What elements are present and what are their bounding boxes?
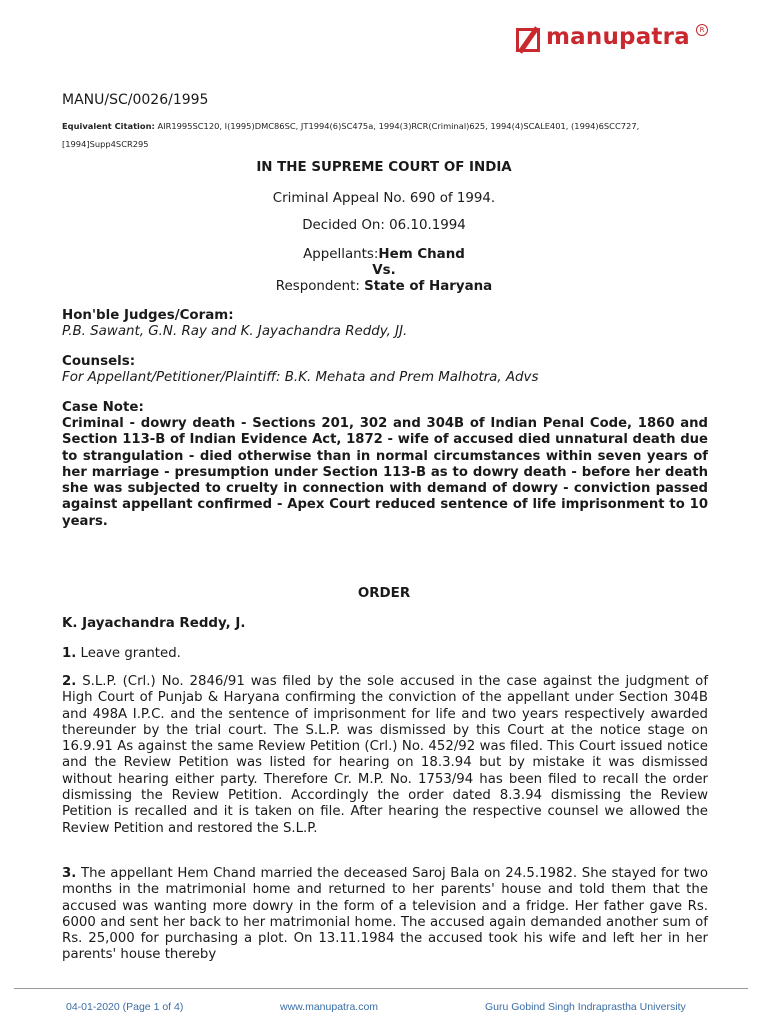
counsels-heading: Counsels: xyxy=(62,354,136,369)
paragraph-text: The appellant Hem Chand married the deceased Saroj Bala on 24.5.1982. She stayed for two months in the matrimonial home and returned to her parents' house and told them that the accused was wanting more dowry in the form of a television and a fridge. Her father gave Rs. 6000 and sent her back to her matrimonial home. The accused again demanded another sum of Rs. 25,000 for purchasing a plot. On 13.11.1984 the accused took his wife and left her in her parents' house thereby xyxy=(62,866,708,963)
paragraph-number: 1. xyxy=(62,646,77,661)
manupatra-logo xyxy=(516,24,712,56)
paragraph-1 xyxy=(62,646,708,662)
footer-page-info: 04-01-2020 (Page 1 of 4) xyxy=(66,1001,184,1013)
judge-name: K. Jayachandra Reddy, J. xyxy=(62,616,246,631)
court-name: IN THE SUPREME COURT OF INDIA xyxy=(256,160,512,175)
appellants-line xyxy=(62,247,706,262)
equivalent-citation-label: Equivalent Citation: xyxy=(62,121,155,131)
versus-label: Vs. xyxy=(372,263,396,278)
counsels-text: For Appellant/Petitioner/Plaintiff: B.K. Mehata and Prem Malhotra, Advs xyxy=(62,370,539,385)
equivalent-citation xyxy=(62,117,712,153)
case-note-text: Criminal - dowry death - Sections 201, 302 and 304B of Indian Penal Code, 1860 and Section 113-B of Indian Evidence Act, 1872 - wife of accused died unnatural death due to strangulation - died otherwise than in normal circumstances within seven years of her marriage - presumption under Section 113-B as to dowry death - before her death she was subjected to cruelty in connection with demand of dowry - conviction passed against appellant confirmed - Apex Court reduced sentence of life imprisonment to 10 years. xyxy=(62,416,708,529)
respondent-label: Respondent: xyxy=(275,279,365,294)
footer-institution: Guru Gobind Singh Indraprastha University xyxy=(485,1001,686,1013)
footer-website-link[interactable]: www.manupatra.com xyxy=(280,1001,379,1013)
paragraph-text: S.L.P. (Crl.) No. 2846/91 was filed by the sole accused in the case against the judgment of High Court of Punjab & Haryana confirming the conviction of the appellant under Section 304B and 498A I.P.C. and the sentence of imprisonment for life and two years respectively awarded thereunder by the trial court. The S.L.P. was dismissed by this Court at the notice stage on 16.9.91 As against the same Review Petition (Crl.) No. 452/92 was filed. This Court issued notice and the Review Petition was listed for hearing on 18.3.94 but by mistake it was dismissed without hearing either party. Therefore Cr. M.P. No. 1753/94 has been filed to recall the order dismissing the Review Petition. Accordingly the order dated 8.3.94 dismissing the Review Petition is recalled and it is taken on file. After hearing the respective counsel we allowed the Review Petition and restored the S.L.P. xyxy=(62,674,708,836)
judges-heading: Hon'ble Judges/Coram: xyxy=(62,308,234,323)
manupatra-logo-icon xyxy=(516,28,540,52)
registered-mark-icon: R xyxy=(696,24,708,36)
respondent-name: State of Haryana xyxy=(364,279,493,294)
appellants-name: Hem Chand xyxy=(378,247,465,262)
paragraph-number: 2. xyxy=(62,674,77,689)
order-heading: ORDER xyxy=(357,586,411,601)
equivalent-citation-text: AIR1995SC120, I(1995)DMC86SC, JT1994(6)SC475a, 1994(3)RCR(Criminal)625, 1994(4)SCALE401, (1994)6SCC727, [1994]Supp4SCR295 xyxy=(62,121,640,149)
logo-text: manupatra xyxy=(546,24,690,50)
footer-divider xyxy=(14,988,748,989)
paragraph-2 xyxy=(62,674,708,837)
paragraph-number: 3. xyxy=(62,866,77,881)
appeal-number: Criminal Appeal No. 690 of 1994. xyxy=(272,191,496,206)
case-note-heading: Case Note: xyxy=(62,400,144,415)
judges-names: P.B. Sawant, G.N. Ray and K. Jayachandra Reddy, JJ. xyxy=(62,324,408,339)
manu-citation-id: MANU/SC/0026/1995 xyxy=(62,92,209,108)
respondent-line xyxy=(62,279,706,294)
paragraph-3 xyxy=(62,866,708,964)
appellants-label: Appellants: xyxy=(303,247,379,262)
decided-date: Decided On: 06.10.1994 xyxy=(302,218,466,233)
paragraph-text: Leave granted. xyxy=(76,646,181,661)
